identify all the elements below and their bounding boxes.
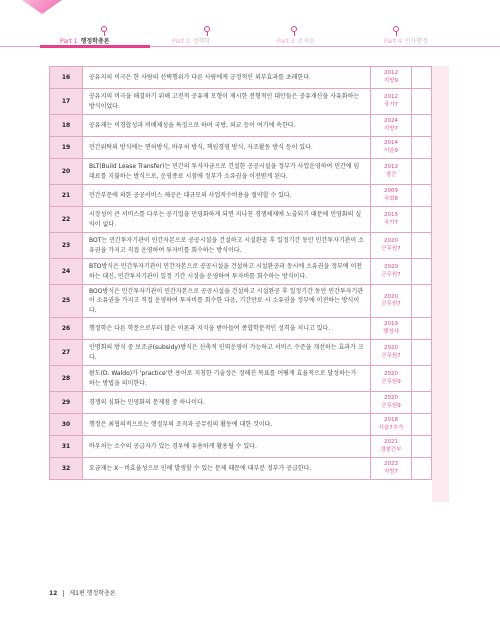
exam-source [371, 285, 412, 318]
question-text: 시장성이 큰 서비스를 다루는 공기업을 민영화하게 되면 지나친 경쟁체제에 노출되기 때문에 민영화의 실익이 없다. [83, 207, 371, 233]
exam-year: 2020 [384, 345, 398, 352]
exam-year: 2020 [384, 371, 398, 378]
question-text: 민간위탁의 방식에는 면허방식, 바우처 방식, 책임경영 방식, 자조활동 방식 등이 있다. [83, 137, 371, 159]
corner-decoration [22, 0, 62, 14]
exam-type: 지방7 [383, 125, 399, 132]
question-number: 18 [50, 115, 83, 137]
table-row [50, 340, 432, 366]
exam-year: 2018 [384, 417, 398, 424]
exam-type: 군무원7 [381, 301, 401, 307]
table-row [50, 207, 432, 233]
exam-source [371, 159, 412, 185]
exam-source [371, 259, 412, 285]
question-text: 행정은 최협의적으로는 행정부의 조직과 공무원의 활동에 대한 것이다. [83, 414, 371, 436]
question-text: 왈도(D. Waldo)가 'practice'란 용어로 지칭한 기술성은 정해진 목표를 어떻게 효율적으로 달성하는가 하는 방법을 의미한다. [83, 366, 371, 392]
exam-source [371, 340, 412, 366]
exam-source [371, 115, 412, 137]
question-number: 16 [50, 67, 83, 89]
answer-check-cell[interactable] [412, 233, 432, 259]
table-row [50, 392, 432, 414]
nav-part-1[interactable]: Part 1 행정학총론 [60, 38, 110, 45]
exam-source [371, 233, 412, 259]
exam-type: 군무원7 [381, 245, 401, 252]
exam-year: 2021 [384, 439, 398, 446]
exam-year: 2024 [384, 118, 398, 125]
exam-year: 2020 [384, 238, 398, 245]
exam-year: 2012 [384, 94, 398, 101]
nav-part-3[interactable]: Part 3 조직론 [277, 38, 315, 45]
question-text: BOT는 민간투자기관이 민간자본으로 공공시설을 건설하고 시설완공 후 일정기간 동안 민간투자기관이 소유권을 가지고 직접 운영하여 투자비를 회수하는 방식이다. [83, 233, 371, 259]
answer-check-cell[interactable] [412, 366, 432, 392]
exam-source [371, 207, 412, 233]
question-number: 23 [50, 233, 83, 259]
exam-source [371, 458, 412, 480]
exam-type: 행정사 [383, 328, 399, 335]
exam-type: 군무원9 [381, 402, 401, 409]
answer-check-cell[interactable] [412, 185, 432, 207]
exam-type: 서울9 [383, 147, 399, 154]
exam-source [371, 137, 412, 159]
table-row [50, 366, 432, 392]
question-text: 행정학은 다른 학문으로부터 많은 이론과 지식을 받아들여 종합학문적인 성격을 지니고 있다. [83, 318, 371, 340]
answer-check-cell[interactable] [412, 414, 432, 436]
table-row [50, 67, 432, 89]
exam-source [371, 67, 412, 89]
question-number: 17 [50, 89, 83, 115]
exam-year: 2020 [384, 264, 398, 271]
exam-type: 지방9 [383, 77, 399, 84]
answer-check-cell[interactable] [412, 436, 432, 458]
question-text: 요금재는 X－비효율성으로 인해 발생할 수 있는 문제 때문에 대부분 정부가 공급한다. [83, 458, 371, 480]
table-row [50, 159, 432, 185]
question-number: 30 [50, 414, 83, 436]
question-number: 32 [50, 458, 83, 480]
exam-source [371, 318, 412, 340]
exam-type: 경간 [385, 171, 397, 178]
exam-source [371, 436, 412, 458]
answer-check-cell[interactable] [412, 115, 432, 137]
table-row [50, 89, 432, 115]
exam-year: 2020 [384, 293, 398, 300]
exam-type: 군무원7 [381, 352, 401, 359]
exam-type: 서울7추가 [378, 424, 404, 431]
question-text: 바우처는 소수의 공급자가 있는 경우에 유용하게 활용될 수 있다. [83, 436, 371, 458]
exam-year: 2015 [384, 212, 398, 219]
question-table [49, 66, 432, 480]
question-text: 공유지의 비극을 해결하기 위해 고전적 공유재 모형이 제시한 전형적인 대안들은 공유재산을 사유화하는 방식이었다. [83, 89, 371, 115]
table-row [50, 233, 432, 259]
question-number: 29 [50, 392, 83, 414]
question-number: 31 [50, 436, 83, 458]
answer-check-cell[interactable] [412, 392, 432, 414]
table-row [50, 115, 432, 137]
answer-check-cell[interactable] [412, 285, 432, 318]
exam-type: 군무원9 [381, 378, 401, 385]
exam-type: 국회8 [383, 195, 399, 202]
exam-type: 국가7 [383, 219, 399, 226]
table-row [50, 436, 432, 458]
answer-check-cell[interactable] [412, 340, 432, 366]
exam-type: 군무원7 [381, 271, 401, 278]
exam-year: 2009 [384, 188, 398, 195]
question-number: 28 [50, 366, 83, 392]
exam-source [371, 185, 412, 207]
exam-source [371, 89, 412, 115]
exam-type: 경찰간부 [380, 446, 402, 453]
answer-check-cell[interactable] [412, 89, 432, 115]
nav-part-4[interactable]: Part 4 인사행정 [384, 38, 428, 45]
page-footer [49, 588, 116, 597]
exam-source [371, 392, 412, 414]
table-row [50, 185, 432, 207]
exam-year: 2012 [384, 70, 398, 77]
question-text: BOO방식은 민간투자기관이 민간자본으로 공공시설을 건설하고 시설완공 후 일정기간 동안 민간투자기관이 소유권을 가지고 직접 운영하여 투자비를 회수한 다음, 기간만료 시 소유권을 정부에 이전하는 방식이다. [83, 285, 371, 318]
nav-pin-1 [101, 26, 107, 32]
question-text: BTO방식은 민간투자기관이 민간자본으로 공공시설을 건설하고 시설완공과 동시에 소유권을 정부에 이전하는 대신, 민간투자기관이 일정 기간 시설을 운영하여 투자비를 회수하는 방식이다. [83, 259, 371, 285]
question-text: 민간부문에 의한 공공서비스 제공은 대규모의 사업적수비용을 절약할 수 있다. [83, 185, 371, 207]
answer-check-cell[interactable] [412, 137, 432, 159]
answer-check-cell[interactable] [412, 259, 432, 285]
question-text: 경쟁의 심화는 민영화의 문제점 중 하나이다. [83, 392, 371, 414]
question-number: 20 [50, 159, 83, 185]
footer-section: 제1편 행정학총론 [69, 590, 116, 597]
question-number: 26 [50, 318, 83, 340]
question-number: 27 [50, 340, 83, 366]
nav-pin-2 [204, 26, 210, 32]
table-row [50, 137, 432, 159]
question-number: 25 [50, 285, 83, 318]
answer-check-cell[interactable] [412, 67, 432, 89]
exam-source [371, 366, 412, 392]
table-row [50, 318, 432, 340]
question-number: 24 [50, 259, 83, 285]
question-text: 공유지의 비극은 한 사람의 선택행위가 다른 사람에게 긍정적인 외부효과를 초래한다. [83, 67, 371, 89]
answer-check-cell[interactable] [412, 207, 432, 233]
question-text: 인명회의 방식 중 보조금(subsidy)방식은 신축적 인력운영이 가능하고 서비스 수준을 개선하는 효과가 크다. [83, 340, 371, 366]
question-number: 19 [50, 137, 83, 159]
exam-type: 국가7 [383, 101, 399, 108]
nav-active-indicator [40, 45, 150, 48]
answer-check-cell[interactable] [412, 458, 432, 480]
question-text: 공유재는 비경합성과 비배제성을 특징으로 하며 국방, 외교 등이 여기에 속한다. [83, 115, 371, 137]
exam-source [371, 414, 412, 436]
nav-pin-3 [291, 26, 297, 32]
answer-check-cell[interactable] [412, 159, 432, 185]
table-row [50, 458, 432, 480]
answer-check-cell[interactable] [412, 318, 432, 340]
exam-year: 2023 [384, 461, 398, 468]
table-row [50, 414, 432, 436]
nav-pin-4 [393, 26, 399, 32]
page-number: 12 [49, 590, 58, 597]
nav-part-2[interactable]: Part 2 정책학 [172, 38, 210, 45]
footer-separator [63, 590, 64, 597]
check-column-shade [432, 66, 449, 502]
exam-year: 2020 [384, 395, 398, 402]
question-number: 21 [50, 185, 83, 207]
table-row [50, 285, 432, 318]
exam-type: 지방7 [383, 468, 399, 475]
exam-year: 2012 [384, 164, 398, 171]
table-row [50, 259, 432, 285]
question-text: BLT(Build Lease Transfer)는 민간의 투자자금으로 건설한 공공시설을 정부가 사업운영하여 민간에 임대료를 지불하는 방식으로, 운영종료 시점에 정부가 소유권을 이전받게 된다. [83, 159, 371, 185]
exam-year: 2019 [384, 321, 398, 328]
exam-year: 2014 [384, 140, 398, 147]
question-number: 22 [50, 207, 83, 233]
